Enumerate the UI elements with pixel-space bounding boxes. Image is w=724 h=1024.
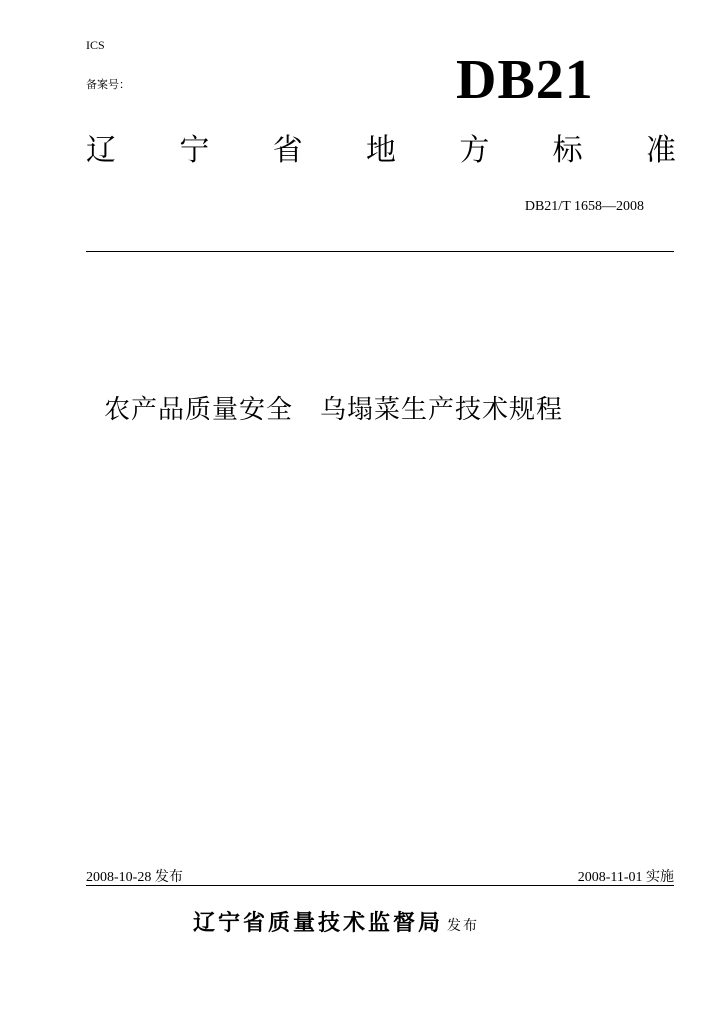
implement-info (578, 866, 674, 886)
standard-code: DB21 (456, 49, 594, 111)
implement-date: 2008-11-01 (577, 870, 643, 885)
issuer-name: 辽宁省质量技术监督局 (193, 911, 444, 936)
bottom-divider (86, 885, 674, 886)
standard-number: DB21/T 1658—2008 (524, 199, 644, 214)
issuer-row (193, 906, 479, 937)
issue-word: 发布 (447, 918, 480, 934)
standard-type-char: 省 (272, 133, 303, 168)
standard-type-char: 辽 (86, 133, 116, 168)
release-word: 发布 (154, 869, 183, 885)
standard-type-char: 地 (365, 133, 396, 168)
release-info (86, 866, 183, 886)
standard-type-char: 标 (552, 133, 583, 168)
standard-type-heading (86, 133, 676, 168)
implement-word: 实施 (646, 869, 674, 885)
standard-type-char: 准 (645, 133, 676, 168)
standard-type-char: 方 (459, 133, 490, 168)
standard-type-char: 宁 (179, 133, 210, 168)
top-divider (86, 251, 674, 252)
release-date: 2008-10-28 (86, 870, 152, 885)
ics-label: ICS (86, 38, 105, 52)
document-title: 农产品质量安全 乌塌菜生产技术规程 (104, 395, 564, 425)
filing-number-label: 备案号： (86, 78, 130, 91)
